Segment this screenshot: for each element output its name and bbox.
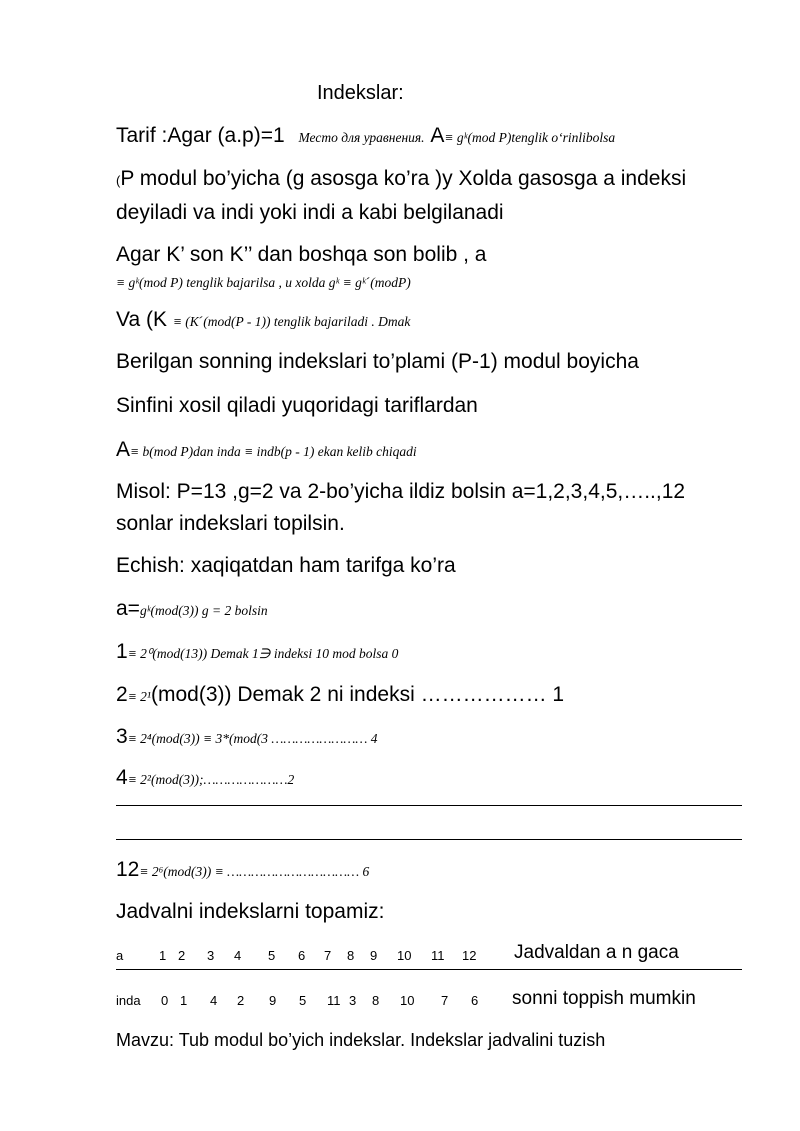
page-title: Indekslar: (317, 82, 404, 104)
text: 3 (116, 725, 128, 748)
paragraph-line: Jadvalni indekslarni topamiz: (116, 900, 385, 923)
formula: ≡ 2⁴(mod(3)) ≡ 3*(mod(3 …………………… 4 (127, 731, 378, 746)
table-cell: 11 (431, 948, 445, 963)
table-label: a (116, 948, 124, 963)
table-cell: 9 (370, 948, 378, 963)
table-row-a (116, 948, 516, 968)
table-cell: 12 (462, 948, 477, 963)
example-line: Misol: P=13 ,g=2 va 2-bo’yicha ildiz bolsin a=1,2,3,4,5,…..,12 (116, 480, 686, 503)
definition-text: Tarif :Agar (a.p)=1 (116, 124, 285, 147)
table-label: inda (116, 993, 141, 1008)
formula-line (116, 858, 369, 882)
table-cell: 1 (180, 993, 188, 1008)
table-cell: 5 (299, 993, 307, 1008)
text: a= (116, 597, 140, 620)
formula-line (116, 683, 564, 707)
divider (116, 839, 742, 840)
formula: gᵏ(mod(3)) g = 2 bolsin (139, 603, 268, 618)
equation-placeholder: Место для уравнения. (298, 130, 425, 145)
table-side-note: Jadvaldan a n gaca (514, 942, 679, 963)
solution-line: Echish: xaqiqatdan ham tarifga ko’ra (116, 554, 456, 577)
formula-line (116, 766, 294, 790)
table-cell: 10 (400, 993, 415, 1008)
formula: ≡ gᵏ(mod P)tenglik oʻrinlibolsa (444, 130, 616, 145)
table-side-note: sonni toppish mumkin (512, 988, 696, 1009)
text: 2 (116, 683, 128, 706)
table-cell: 10 (397, 948, 412, 963)
definition-text: P modul bo’yicha (g asosga ko’ra )y Xolda gasosga a indeksi (120, 167, 687, 190)
table-cell: 8 (372, 993, 380, 1008)
table-cell: 0 (161, 993, 169, 1008)
topic-footer: Mavzu: Tub modul bo’yich indekslar. Indekslar jadvalini tuzish (116, 1030, 606, 1050)
formula: ≡ (Kˊ(mod(P - 1)) tenglik bajariladi . Dmak (172, 314, 411, 329)
divider (116, 805, 742, 806)
paragraph-line: Sinfini xosil qiladi yuqoridagi tariflardan (116, 394, 478, 417)
table-cell: 4 (210, 993, 218, 1008)
table-cell: 6 (298, 948, 306, 963)
table-cell: 11 (327, 993, 341, 1008)
table-cell: 3 (349, 993, 357, 1008)
text: Va (K (116, 308, 167, 331)
text: (mod(3)) Demak 2 ni indeksi ……………… 1 (150, 683, 565, 706)
table-row-inda (116, 993, 516, 1013)
formula-line: ≡ gᵏ(mod P) tenglik bajarilsa , u xolda gᵏ ≡ gᵏˊ(modP) (116, 275, 411, 290)
formula-line (116, 640, 398, 664)
formula: ≡ 2⁶(mod(3)) ≡ …………………………… 6 (139, 864, 370, 879)
table-cell: 4 (234, 948, 242, 963)
table-cell: 7 (441, 993, 449, 1008)
formula: ≡ b(mod P)dan inda ≡ indb(p - 1) ekan kelib chiqadi (130, 444, 417, 459)
paragraph-line (116, 308, 410, 332)
table-cell: 1 (159, 948, 167, 963)
formula: ≡ 2²(mod(3));…………………2 (127, 772, 295, 787)
formula: ≡ 2⁰(mod(13)) Demak 1∋ indeksi 10 mod bolsa 0 (127, 646, 399, 661)
table-divider (116, 969, 742, 970)
formula-line (116, 597, 268, 621)
table-cell: 6 (471, 993, 479, 1008)
definition-line-1 (116, 124, 615, 148)
definition-line-2 (116, 167, 686, 191)
formula-letter: A (430, 124, 445, 147)
table-cell: 2 (178, 948, 186, 963)
formula-letter: A (116, 438, 131, 461)
paren: ( (116, 173, 121, 188)
text: 4 (116, 766, 128, 789)
formula-line (116, 725, 377, 749)
formula: ≡ 2¹ (127, 689, 151, 704)
table-cell: 3 (207, 948, 215, 963)
table-cell: 8 (347, 948, 355, 963)
text: 1 (116, 640, 128, 663)
formula-line (116, 438, 417, 462)
text: 12 (116, 858, 140, 881)
definition-line-3: deyiladi va indi yoki indi a kabi belgilanadi (116, 201, 504, 224)
table-cell: 2 (237, 993, 245, 1008)
table-cell: 9 (269, 993, 277, 1008)
table-cell: 5 (268, 948, 276, 963)
example-line: sonlar indekslari topilsin. (116, 512, 345, 535)
table-cell: 7 (324, 948, 332, 963)
paragraph-line: Berilgan sonning indekslari to’plami (P-1) modul boyicha (116, 350, 639, 373)
paragraph-line: Agar K’ son K’’ dan boshqa son bolib , a (116, 243, 487, 266)
